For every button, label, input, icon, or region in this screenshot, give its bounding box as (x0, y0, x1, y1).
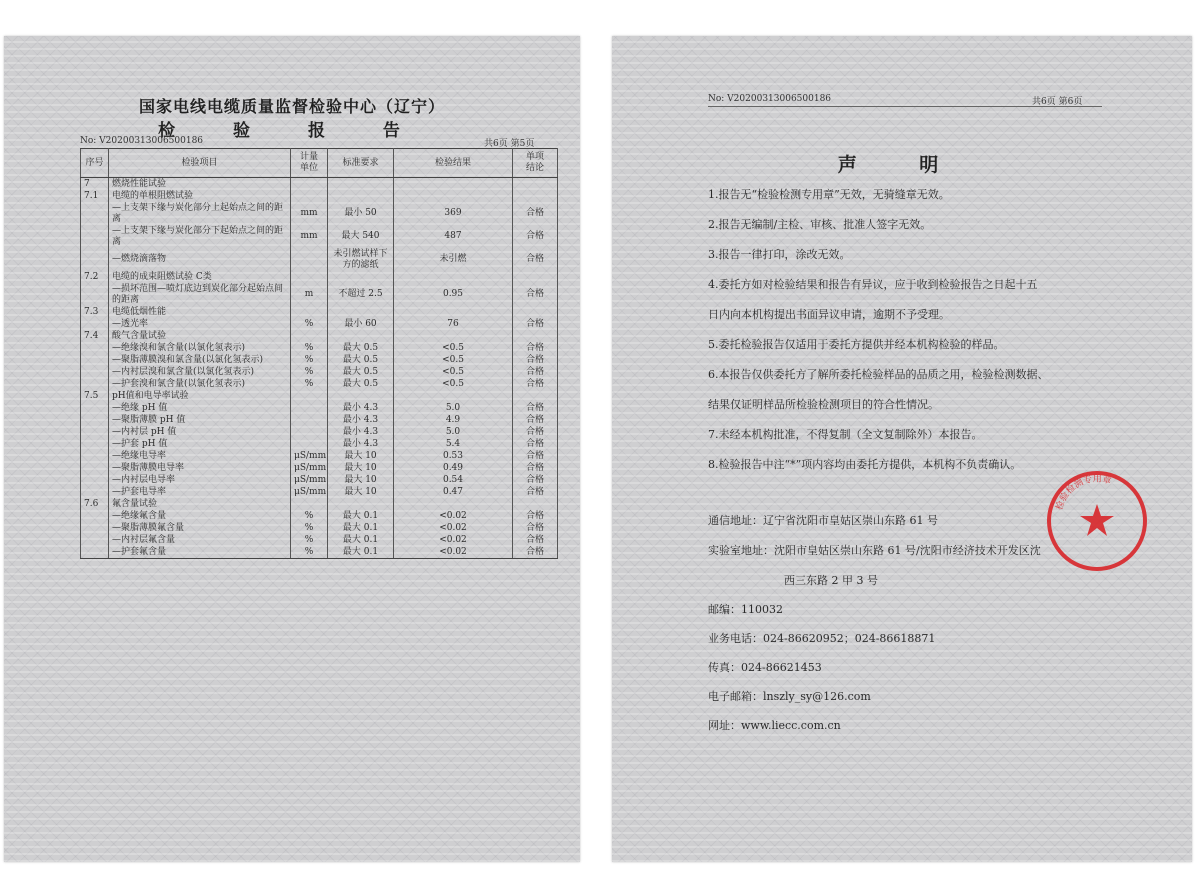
conclusion-cell: 合格 (513, 366, 558, 378)
table-row (81, 378, 558, 390)
standard-cell: 最大 10 (328, 474, 394, 486)
conclusion-cell: 合格 (513, 414, 558, 426)
unit-cell (291, 330, 328, 342)
seq-cell (81, 342, 109, 354)
official-seal-stamp (1042, 466, 1152, 576)
declaration-line: 4.委托方如对检验结果和报告有异议，应于收到检验报告之日起十五 (708, 278, 1038, 291)
unit-cell: % (291, 522, 328, 534)
seq-cell: 7 (81, 178, 109, 191)
report-page-5 (4, 36, 580, 862)
seq-cell: 7.4 (81, 330, 109, 342)
table-row (81, 450, 558, 462)
declaration-line: 5.委托检验报告仅适用于委托方提供并经本机构检验的样品。 (708, 338, 1005, 351)
page-indicator: 共6页 第5页 (484, 139, 535, 149)
email: 电子邮箱：lnszly_sy@126.com (708, 690, 871, 703)
seq-cell (81, 534, 109, 546)
item-cell: —内衬层氟含量 (109, 534, 291, 546)
result-cell: <0.02 (394, 510, 513, 522)
table-row (81, 271, 558, 283)
item-cell: —聚脂薄膜氟含量 (109, 522, 291, 534)
standard-cell (328, 178, 394, 191)
table-row (81, 510, 558, 522)
item-cell: —护套氟含量 (109, 546, 291, 559)
conclusion-cell: 合格 (513, 202, 558, 225)
header-unit: 计量 单位 (291, 149, 328, 178)
table-row (81, 306, 558, 318)
conclusion-cell: 合格 (513, 450, 558, 462)
seq-cell (81, 546, 109, 559)
table-row (81, 402, 558, 414)
unit-cell: % (291, 534, 328, 546)
item-cell: —绝缘 pH 值 (109, 402, 291, 414)
result-cell: <0.02 (394, 546, 513, 559)
report-number: No: V20200313006500186 (80, 136, 204, 146)
item-cell: —内衬层 pH 值 (109, 426, 291, 438)
seq-cell (81, 438, 109, 450)
declaration-line: 6.本报告仅供委托方了解所委托检验样品的品质之用，检验检测数据、 (708, 368, 1049, 381)
result-cell: <0.5 (394, 342, 513, 354)
unit-cell (291, 271, 328, 283)
standard-cell (328, 330, 394, 342)
result-cell (394, 498, 513, 510)
unit-cell: μS/mm (291, 486, 328, 498)
table-header-row (81, 149, 558, 178)
table-row (81, 390, 558, 402)
seq-cell (81, 510, 109, 522)
header-standard: 标准要求 (328, 149, 394, 178)
seq-cell (81, 366, 109, 378)
declaration-title: 声 明 (837, 154, 967, 176)
table-row (81, 342, 558, 354)
item-cell: —燃烧滴落物 (109, 248, 291, 271)
unit-cell: % (291, 510, 328, 522)
seq-cell (81, 462, 109, 474)
conclusion-cell: 合格 (513, 378, 558, 390)
conclusion-cell: 合格 (513, 462, 558, 474)
seq-cell (81, 378, 109, 390)
unit-cell: mm (291, 225, 328, 248)
standard-cell: 最大 0.1 (328, 546, 394, 559)
table-row (81, 438, 558, 450)
declaration-line: 3.报告一律打印，涂改无效。 (708, 248, 851, 261)
result-cell (394, 330, 513, 342)
seq-cell (81, 283, 109, 306)
unit-cell: μS/mm (291, 450, 328, 462)
result-cell: 0.47 (394, 486, 513, 498)
standard-cell: 最小 50 (328, 202, 394, 225)
item-cell: —内衬层电导率 (109, 474, 291, 486)
table-row (81, 178, 558, 191)
standard-cell: 最小 4.3 (328, 402, 394, 414)
result-cell: <0.02 (394, 534, 513, 546)
unit-cell (291, 414, 328, 426)
declaration-line: 1.报告无“检验检测专用章”无效，无骑缝章无效。 (708, 188, 950, 201)
item-cell: —损坏范围—喷灯底边到炭化部分起始点间的距离 (109, 283, 291, 306)
conclusion-cell (513, 271, 558, 283)
conclusion-cell: 合格 (513, 546, 558, 559)
report-number: No: V20200313006500186 (708, 94, 1102, 107)
header-result: 检验结果 (394, 149, 513, 178)
standard-cell: 最大 0.5 (328, 342, 394, 354)
standard-cell: 最大 10 (328, 450, 394, 462)
table-row (81, 498, 558, 510)
table-row (81, 414, 558, 426)
header-seq: 序号 (81, 149, 109, 178)
item-cell: —内衬层溴和氯含量(以氯化氢表示) (109, 366, 291, 378)
standard-cell (328, 498, 394, 510)
result-cell: 0.49 (394, 462, 513, 474)
standard-cell (328, 271, 394, 283)
seq-cell (81, 248, 109, 271)
unit-cell: % (291, 378, 328, 390)
table-row (81, 225, 558, 248)
fax: 传真：024-86621453 (708, 661, 822, 674)
result-cell (394, 271, 513, 283)
mailing-address: 通信地址：辽宁省沈阳市皇姑区崇山东路 61 号 (708, 514, 938, 527)
lab-name: 国家电线电缆质量监督检验中心（辽宁） (138, 97, 445, 116)
seq-cell: 7.5 (81, 390, 109, 402)
standard-cell: 最大 0.5 (328, 354, 394, 366)
conclusion-cell (513, 498, 558, 510)
report-page-6 (612, 36, 1192, 862)
conclusion-cell: 合格 (513, 486, 558, 498)
result-cell: 369 (394, 202, 513, 225)
result-cell: 0.54 (394, 474, 513, 486)
declaration-line: 8.检验报告中注“*”项内容均由委托方提供，本机构不负责确认。 (708, 458, 1022, 471)
standard-cell (328, 190, 394, 202)
declaration-line: 日内向本机构提出书面异议申请，逾期不予受理。 (708, 308, 950, 321)
seal-star-icon (1080, 504, 1114, 536)
table-row (81, 283, 558, 306)
result-cell: 4.9 (394, 414, 513, 426)
seq-cell (81, 202, 109, 225)
result-cell: <0.5 (394, 354, 513, 366)
standard-cell: 最小 4.3 (328, 414, 394, 426)
standard-cell: 最大 0.1 (328, 510, 394, 522)
table-row (81, 462, 558, 474)
table-row (81, 426, 558, 438)
conclusion-cell (513, 190, 558, 202)
seq-cell (81, 450, 109, 462)
result-cell: 0.95 (394, 283, 513, 306)
item-cell: 氟含量试验 (109, 498, 291, 510)
result-cell (394, 190, 513, 202)
unit-cell: μS/mm (291, 462, 328, 474)
page-indicator: 共6页 第6页 (1032, 97, 1083, 107)
result-cell (394, 306, 513, 318)
standard-cell: 最大 0.5 (328, 366, 394, 378)
table-row (81, 354, 558, 366)
header-conclusion: 单项 结论 (513, 149, 558, 178)
result-cell: <0.5 (394, 378, 513, 390)
conclusion-cell (513, 390, 558, 402)
conclusion-cell: 合格 (513, 225, 558, 248)
conclusion-cell: 合格 (513, 318, 558, 330)
standard-cell (328, 306, 394, 318)
standard-cell: 最大 0.1 (328, 522, 394, 534)
table-row (81, 248, 558, 271)
conclusion-cell: 合格 (513, 438, 558, 450)
conclusion-cell (513, 330, 558, 342)
result-cell: 未引燃 (394, 248, 513, 271)
unit-cell: % (291, 546, 328, 559)
seq-cell (81, 354, 109, 366)
standard-cell: 不超过 2.5 (328, 283, 394, 306)
unit-cell (291, 390, 328, 402)
table-row (81, 534, 558, 546)
unit-cell (291, 438, 328, 450)
conclusion-cell: 合格 (513, 474, 558, 486)
item-cell: —绝缘溴和氯含量(以氯化氢表示) (109, 342, 291, 354)
seq-cell (81, 474, 109, 486)
unit-cell (291, 498, 328, 510)
unit-cell (291, 306, 328, 318)
seq-cell (81, 402, 109, 414)
unit-cell: % (291, 342, 328, 354)
item-cell: pH值和电导率试验 (109, 390, 291, 402)
standard-cell: 未引燃试样下方的滤纸 (328, 248, 394, 271)
conclusion-cell (513, 178, 558, 191)
test-results-table (80, 148, 558, 559)
standard-cell: 最大 10 (328, 486, 394, 498)
unit-cell (291, 248, 328, 271)
table-row (81, 546, 558, 559)
declaration-line: 2.报告无编制/主检、审核、批准人签字无效。 (708, 218, 932, 231)
unit-cell: % (291, 366, 328, 378)
seq-cell: 7.2 (81, 271, 109, 283)
seal-text: 检验检测专用章 (1054, 474, 1113, 512)
header-item: 检验项目 (109, 149, 291, 178)
unit-cell (291, 190, 328, 202)
table-row (81, 190, 558, 202)
table-row (81, 474, 558, 486)
declaration-line: 7.未经本机构批准，不得复制（全文复制除外）本报告。 (708, 428, 983, 441)
standard-cell: 最大 0.5 (328, 378, 394, 390)
table-row (81, 202, 558, 225)
seq-cell (81, 414, 109, 426)
seq-cell (81, 486, 109, 498)
item-cell: —上支架下缘与炭化部分上起始点之间的距离 (109, 202, 291, 225)
result-cell: <0.5 (394, 366, 513, 378)
standard-cell: 最小 60 (328, 318, 394, 330)
result-cell: <0.02 (394, 522, 513, 534)
conclusion-cell: 合格 (513, 534, 558, 546)
item-cell: 燃烧性能试验 (109, 178, 291, 191)
item-cell: —绝缘氟含量 (109, 510, 291, 522)
table-row (81, 486, 558, 498)
unit-cell: mm (291, 202, 328, 225)
table-row (81, 366, 558, 378)
seq-cell (81, 522, 109, 534)
conclusion-cell: 合格 (513, 354, 558, 366)
seq-cell (81, 426, 109, 438)
standard-cell: 最小 4.3 (328, 438, 394, 450)
standard-cell: 最大 10 (328, 462, 394, 474)
result-cell: 76 (394, 318, 513, 330)
table-row (81, 522, 558, 534)
seq-cell (81, 225, 109, 248)
postal-code: 邮编：110032 (708, 603, 783, 616)
standard-cell: 最大 540 (328, 225, 394, 248)
result-cell: 5.0 (394, 426, 513, 438)
item-cell: —护套电导率 (109, 486, 291, 498)
table-body (81, 178, 558, 559)
result-cell: 5.0 (394, 402, 513, 414)
conclusion-cell: 合格 (513, 510, 558, 522)
seq-cell (81, 318, 109, 330)
item-cell: —护套 pH 值 (109, 438, 291, 450)
item-cell: 电缆的单根阻燃试验 (109, 190, 291, 202)
conclusion-cell (513, 306, 558, 318)
lab-address: 实验室地址：沈阳市皇姑区崇山东路 61 号/沈阳市经济技术开发区沈 (708, 544, 1041, 557)
item-cell: —护套溴和氯含量(以氯化氢表示) (109, 378, 291, 390)
item-cell: —聚脂薄膜 pH 值 (109, 414, 291, 426)
website: 网址：www.liecc.com.cn (708, 719, 841, 732)
result-cell (394, 178, 513, 191)
conclusion-cell: 合格 (513, 402, 558, 414)
result-cell: 487 (394, 225, 513, 248)
result-cell (394, 390, 513, 402)
item-cell: —聚脂薄膜溴和氯含量(以氯化氢表示) (109, 354, 291, 366)
report-title: 检 验 报 告 (158, 121, 426, 141)
lab-address-cont: 西三东路 2 甲 3 号 (784, 574, 878, 587)
result-cell: 0.53 (394, 450, 513, 462)
unit-cell: m (291, 283, 328, 306)
standard-cell: 最小 4.3 (328, 426, 394, 438)
standard-cell (328, 390, 394, 402)
standard-cell: 最大 0.1 (328, 534, 394, 546)
item-cell: 电缆低烟性能 (109, 306, 291, 318)
conclusion-cell: 合格 (513, 522, 558, 534)
conclusion-cell: 合格 (513, 342, 558, 354)
unit-cell: μS/mm (291, 474, 328, 486)
table-row (81, 318, 558, 330)
item-cell: —上支架下缘与炭化部分下起始点之间的距离 (109, 225, 291, 248)
conclusion-cell: 合格 (513, 426, 558, 438)
seq-cell: 7.6 (81, 498, 109, 510)
item-cell: —聚脂薄膜电导率 (109, 462, 291, 474)
conclusion-cell: 合格 (513, 283, 558, 306)
conclusion-cell: 合格 (513, 248, 558, 271)
declaration-line: 结果仅证明样品所检验检测项目的符合性情况。 (708, 398, 939, 411)
business-phone: 业务电话：024-86620952；024-86618871 (708, 632, 936, 645)
unit-cell: % (291, 354, 328, 366)
result-cell: 5.4 (394, 438, 513, 450)
unit-cell: % (291, 318, 328, 330)
item-cell: —绝缘电导率 (109, 450, 291, 462)
item-cell: —透光率 (109, 318, 291, 330)
unit-cell (291, 426, 328, 438)
item-cell: 酸气含量试验 (109, 330, 291, 342)
unit-cell (291, 402, 328, 414)
item-cell: 电缆的成束阻燃试验 C类 (109, 271, 291, 283)
table-row (81, 330, 558, 342)
seq-cell: 7.3 (81, 306, 109, 318)
seq-cell: 7.1 (81, 190, 109, 202)
unit-cell (291, 178, 328, 191)
